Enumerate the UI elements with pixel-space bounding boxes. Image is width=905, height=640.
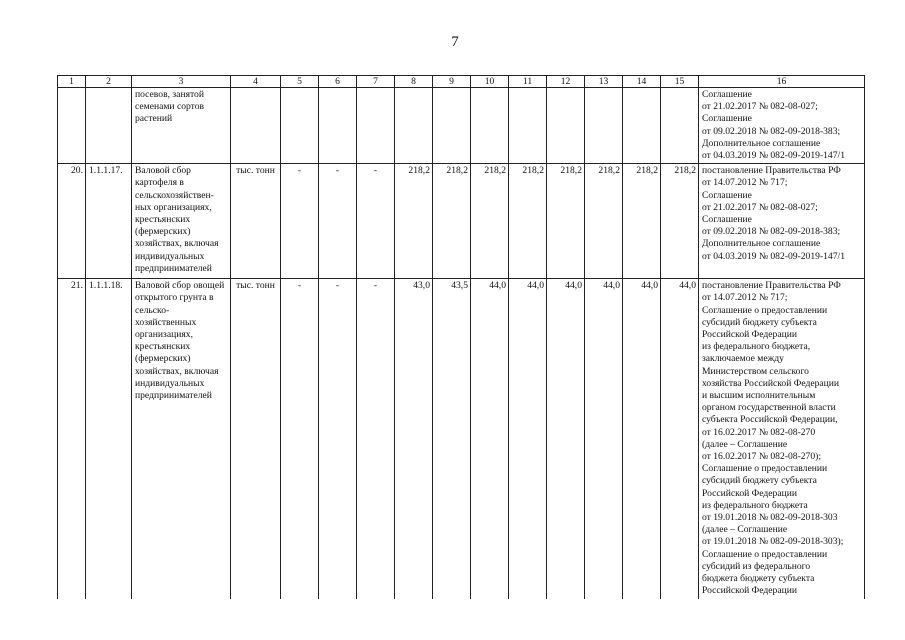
unit-cell: тыс. тонн [231,164,281,279]
value-cell-9: 218,2 [433,164,471,279]
source-document-cell: постановление Правительства РФ от 14.07.2012 № 717; Соглашение от 21.02.2017 № 082-08-027; Соглашение от 09.02.2018 № 082-09-2018-383; Дополнительное соглашение от 04.03.2019 № 082-09-2019-147/1 [699,164,865,279]
source-document-cell: Соглашение от 21.02.2017 № 082-08-027; Соглашение от 09.02.2018 № 082-09-2018-383; Дополнительное соглашение от 04.03.2019 № 082-09-2019-147/1 [699,88,865,164]
column-number-cell: 11 [509,76,547,88]
column-number-row [58,76,865,88]
column-number-cell: 7 [357,76,395,88]
column-number-cell: 3 [132,76,231,88]
value-cell-7 [357,88,395,164]
column-number-cell: 15 [661,76,699,88]
column-number-cell: 9 [433,76,471,88]
value-cell-10: 44,0 [471,279,509,599]
value-cell-8: 43,0 [395,279,433,599]
table-row [58,279,865,599]
indicator-name-cell: Валовой сбор картофеля в сельскохозяйствен-ных организациях, крестьянских (фермерских) хозяйствах, включая индивидуальных предпринимателей [132,164,231,279]
value-cell-7: - [357,164,395,279]
column-number-cell: 4 [231,76,281,88]
value-cell-13 [585,88,623,164]
indicator-name-cell: Валовой сбор овощей открытого грунта в сельско-хозяйственных организациях, крестьянских (фермерских) хозяйствах, включая индивидуальных предпринимателей [132,279,231,599]
column-number-cell: 1 [58,76,86,88]
row-code-cell [86,88,132,164]
value-cell-6: - [319,279,357,599]
value-cell-8: 218,2 [395,164,433,279]
column-number-cell: 10 [471,76,509,88]
value-cell-5: - [281,279,319,599]
table-row [58,88,865,164]
value-cell-12: 218,2 [547,164,585,279]
row-code-cell: 1.1.1.18. [86,279,132,599]
value-cell-14: 44,0 [623,279,661,599]
value-cell-10: 218,2 [471,164,509,279]
value-cell-5: - [281,164,319,279]
indicator-name-cell: посевов, занятой семенами сортов растений [132,88,231,164]
row-code-cell: 1.1.1.17. [86,164,132,279]
column-number-cell: 16 [699,76,865,88]
value-cell-14: 218,2 [623,164,661,279]
indicators-table [57,75,865,599]
column-number-cell: 14 [623,76,661,88]
value-cell-6 [319,88,357,164]
value-cell-6: - [319,164,357,279]
column-number-cell: 2 [86,76,132,88]
value-cell-12: 44,0 [547,279,585,599]
unit-cell [231,88,281,164]
column-number-cell: 8 [395,76,433,88]
value-cell-13: 44,0 [585,279,623,599]
column-number-cell: 5 [281,76,319,88]
value-cell-9 [433,88,471,164]
value-cell-5 [281,88,319,164]
value-cell-9: 43,5 [433,279,471,599]
value-cell-15: 218,2 [661,164,699,279]
value-cell-13: 218,2 [585,164,623,279]
value-cell-11 [509,88,547,164]
table-row [58,164,865,279]
value-cell-10 [471,88,509,164]
column-number-cell: 12 [547,76,585,88]
row-number-cell: 20. [58,164,86,279]
row-number-cell [58,88,86,164]
value-cell-12 [547,88,585,164]
value-cell-15 [661,88,699,164]
value-cell-7: - [357,279,395,599]
value-cell-14 [623,88,661,164]
value-cell-8 [395,88,433,164]
column-number-cell: 13 [585,76,623,88]
column-number-cell: 6 [319,76,357,88]
value-cell-11: 218,2 [509,164,547,279]
row-number-cell: 21. [58,279,86,599]
source-document-cell: постановление Правительства РФ от 14.07.2012 № 717; Соглашение о предоставлении субсидий бюджету субъекта Российской Федерации из федерального бюджета, заключаемое между Министерством сельского хозяйства Российской Федерации и высшим исполнительным органом государственной власти субъекта Российской Федерации, от 16.02.2017 № 082-08-270 (далее – Соглашение от 16.02.2017 № 082-08-270); Соглашение о предоставлении субсидий бюджету субъекта Российской Федерации из федерального бюджета от 19.01.2018 № 082-09-2018-303 (далее – Соглашение от 19.01.2018 № 082-09-2018-303); Соглашение о предоставлении субсидий из федерального бюджета бюджету субъекта Российской Федерации [699,279,865,599]
value-cell-15: 44,0 [661,279,699,599]
unit-cell: тыс. тонн [231,279,281,599]
value-cell-11: 44,0 [509,279,547,599]
page-number: 7 [451,34,459,50]
